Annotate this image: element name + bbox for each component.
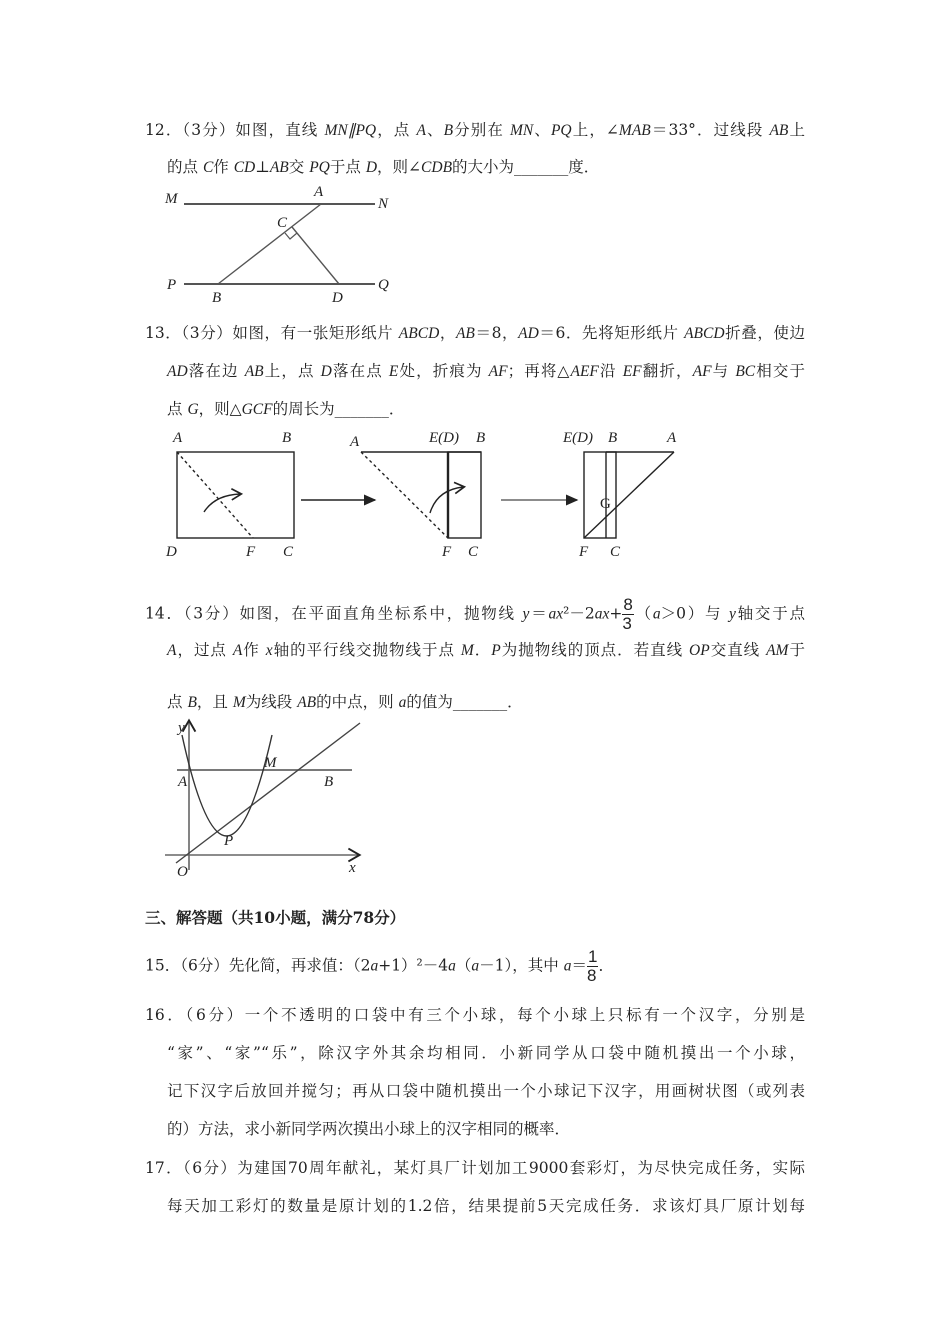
label-a: A bbox=[178, 774, 188, 790]
math-variable: D bbox=[365, 159, 378, 176]
math-variable: P bbox=[491, 642, 501, 659]
math-variable: AB bbox=[769, 122, 789, 139]
math-variable: A bbox=[416, 122, 426, 139]
math-variable: BC bbox=[735, 363, 756, 380]
label-b: B bbox=[324, 774, 334, 790]
text: ²－2 bbox=[563, 604, 595, 623]
label-a: A bbox=[314, 184, 324, 200]
text: （ bbox=[455, 956, 472, 975]
text: 上，点 bbox=[263, 362, 321, 380]
text: ＝6．先将矩形纸片 bbox=[538, 324, 685, 342]
text: ，过点 bbox=[176, 641, 233, 659]
text: 处，折痕为 bbox=[398, 362, 489, 380]
numerator: 8 bbox=[623, 595, 633, 614]
text: ，且 bbox=[196, 693, 233, 711]
label-c: C bbox=[277, 215, 288, 231]
text: y bbox=[522, 605, 530, 623]
text: 作 bbox=[242, 641, 266, 659]
math-variable: EF bbox=[622, 363, 642, 380]
math-variable: MN∥PQ bbox=[324, 122, 377, 139]
label-y: y bbox=[178, 720, 185, 736]
label-o: O bbox=[177, 864, 188, 880]
text: 分别在 bbox=[453, 121, 510, 139]
text: a bbox=[448, 957, 456, 975]
text: ⊥ bbox=[255, 158, 270, 176]
text: a bbox=[652, 605, 661, 623]
label-b: B bbox=[608, 430, 618, 446]
label-c: C bbox=[283, 544, 294, 560]
line-op bbox=[176, 723, 360, 863]
right-angle-mark bbox=[285, 233, 297, 239]
text: y bbox=[728, 605, 736, 623]
math-variable: PQ bbox=[309, 159, 330, 176]
text: ＞0）与 bbox=[660, 604, 729, 623]
text: 每天加工彩灯的数量是原计划的1.2倍，结果提前5天完成任务．求该灯具厂原计划每 bbox=[167, 1197, 805, 1215]
math-variable: AD bbox=[518, 325, 539, 342]
math-variable: MAB bbox=[618, 122, 651, 139]
math-variable: M bbox=[232, 694, 246, 711]
label-a: A bbox=[350, 434, 360, 450]
label-p: P bbox=[167, 277, 177, 293]
math-variable: AD bbox=[167, 363, 188, 380]
math-variable: GCF bbox=[241, 401, 273, 418]
text: ＝8， bbox=[474, 324, 519, 342]
text: 点 bbox=[167, 400, 188, 418]
math-variable: AB bbox=[269, 159, 289, 176]
text: ；再将△ bbox=[507, 362, 571, 380]
math-variable: B bbox=[443, 122, 454, 139]
text: ＝33°．过线段 bbox=[650, 121, 770, 139]
segment-cd bbox=[292, 227, 339, 284]
label-c: C bbox=[468, 544, 479, 560]
text: 折叠，使边 bbox=[724, 324, 805, 342]
text: ＝ bbox=[529, 604, 549, 623]
denominator: 8 bbox=[586, 966, 597, 985]
text: 沿 bbox=[598, 362, 623, 380]
label-p: P bbox=[224, 833, 234, 849]
math-variable: AB bbox=[244, 363, 264, 380]
label-g: G bbox=[600, 496, 611, 512]
text: ，点 bbox=[376, 121, 417, 139]
text: 的值为_______． bbox=[406, 693, 523, 711]
text: 上，∠ bbox=[571, 121, 619, 139]
math-variable: x bbox=[265, 642, 273, 659]
math-variable: AB bbox=[455, 325, 475, 342]
text: ax bbox=[594, 605, 610, 623]
text: 相交于 bbox=[755, 362, 806, 380]
label-e-d: E(D) bbox=[563, 430, 593, 446]
text: 、 bbox=[425, 121, 444, 139]
text: 的点 bbox=[167, 158, 203, 176]
text: ＝ bbox=[571, 956, 587, 975]
math-variable: CDB bbox=[421, 159, 453, 176]
math-variable: AB bbox=[297, 694, 317, 711]
math-variable: D bbox=[320, 363, 332, 380]
math-variable: E bbox=[388, 363, 399, 380]
text: a bbox=[471, 957, 480, 975]
section-heading: 三、解答题（共10小题，满分78分） bbox=[145, 908, 406, 927]
math-variable: B bbox=[187, 694, 197, 711]
text: －1），其中 bbox=[479, 956, 564, 975]
text: a bbox=[563, 957, 572, 975]
label-x: x bbox=[349, 860, 356, 876]
text: 的周长为_______． bbox=[272, 400, 405, 418]
text: a bbox=[370, 957, 379, 975]
text: 14．（3分）如图，在平面直角坐标系中，抛物线 bbox=[145, 604, 523, 623]
text: + bbox=[609, 604, 623, 623]
text: 13．（3分）如图，有一张矩形纸片 bbox=[145, 324, 399, 342]
label-a: A bbox=[173, 430, 183, 446]
label-n: N bbox=[378, 196, 389, 212]
text: 与 bbox=[711, 362, 736, 380]
text: “家”、“家”“乐”，除汉字外其余均相同．小新同学从口袋中随机摸出一个小球， bbox=[167, 1044, 805, 1062]
text: 落在边 bbox=[187, 362, 245, 380]
parabola bbox=[182, 735, 272, 836]
label-c: C bbox=[610, 544, 621, 560]
math-variable: AF bbox=[488, 363, 508, 380]
label-e-d: E(D) bbox=[429, 430, 459, 446]
text: 15．（6分）先化简，再求值：（2 bbox=[145, 956, 371, 975]
text: 于点 bbox=[329, 158, 366, 176]
math-variable: AF bbox=[692, 363, 712, 380]
label-b: B bbox=[476, 430, 486, 446]
math-variable: AEF bbox=[570, 363, 599, 380]
label-m: M bbox=[264, 755, 277, 771]
text: 16．（6分）一个不透明的口袋中有三个小球，每个小球上只标有一个汉字，分别是 bbox=[145, 1006, 805, 1024]
text: 上 bbox=[788, 121, 805, 139]
text: 作 bbox=[213, 158, 234, 176]
q13-figure bbox=[177, 452, 674, 538]
label-m: M bbox=[165, 191, 178, 207]
math-variable: A bbox=[232, 642, 243, 659]
label-q: Q bbox=[378, 277, 389, 293]
text: 点 bbox=[167, 693, 188, 711]
text: 记下汉字后放回并搅匀；再从口袋中随机摸出一个小球记下汉字，用画树状图（或列表 bbox=[167, 1082, 805, 1100]
text: 12．（3分）如图，直线 bbox=[145, 121, 325, 139]
text: ． bbox=[598, 956, 614, 975]
text: 落在点 bbox=[331, 362, 389, 380]
text: （ bbox=[633, 604, 653, 623]
q14-figure bbox=[165, 722, 360, 870]
label-d: D bbox=[332, 290, 343, 306]
math-variable: A bbox=[167, 642, 177, 659]
text: ，则∠ bbox=[377, 158, 422, 176]
text: 翻折， bbox=[641, 362, 693, 380]
text: 交 bbox=[288, 158, 310, 176]
text: ax bbox=[548, 605, 564, 623]
text: ，则△ bbox=[198, 400, 242, 418]
label-d: D bbox=[166, 544, 177, 560]
text: 的中点，则 bbox=[316, 693, 399, 711]
numerator: 1 bbox=[587, 947, 598, 966]
denominator: 3 bbox=[622, 614, 632, 633]
math-variable: a bbox=[398, 694, 407, 711]
label-a: A bbox=[667, 430, 677, 446]
text: 的大小为_______度． bbox=[452, 158, 600, 176]
text: ． bbox=[473, 641, 492, 659]
math-variable: MN bbox=[510, 122, 534, 139]
text: 的）方法，求小新同学两次摸出小球上的汉字相同的概率． bbox=[167, 1120, 571, 1138]
math-variable: PQ bbox=[550, 122, 572, 139]
label-f: F bbox=[246, 544, 256, 560]
text: +1）²－4 bbox=[378, 956, 449, 975]
text: 轴的平行线交抛物线于点 bbox=[272, 641, 461, 659]
math-variable: CD bbox=[233, 159, 256, 176]
text: 于 bbox=[788, 641, 805, 659]
math-variable: AM bbox=[766, 642, 789, 659]
label-b: B bbox=[282, 430, 292, 446]
text: 轴交于点 bbox=[735, 604, 805, 623]
math-variable: ABCD bbox=[398, 325, 440, 342]
text: 交直线 bbox=[709, 641, 767, 659]
math-variable: G bbox=[187, 401, 199, 418]
text: 为线段 bbox=[245, 693, 298, 711]
math-variable: OP bbox=[689, 642, 710, 659]
math-variable: ABCD bbox=[684, 325, 725, 342]
math-variable: M bbox=[460, 642, 474, 659]
text: ， bbox=[439, 324, 456, 342]
text: 为抛物线的顶点．若直线 bbox=[500, 641, 690, 659]
label-f: F bbox=[579, 544, 589, 560]
math-variable: C bbox=[202, 159, 214, 176]
label-b: B bbox=[212, 290, 222, 306]
label-f: F bbox=[442, 544, 452, 560]
text: 、 bbox=[533, 121, 551, 139]
text: 17．（6分）为建国70周年献礼，某灯具厂计划加工9000套彩灯，为尽快完成任务，实际 bbox=[145, 1159, 805, 1177]
